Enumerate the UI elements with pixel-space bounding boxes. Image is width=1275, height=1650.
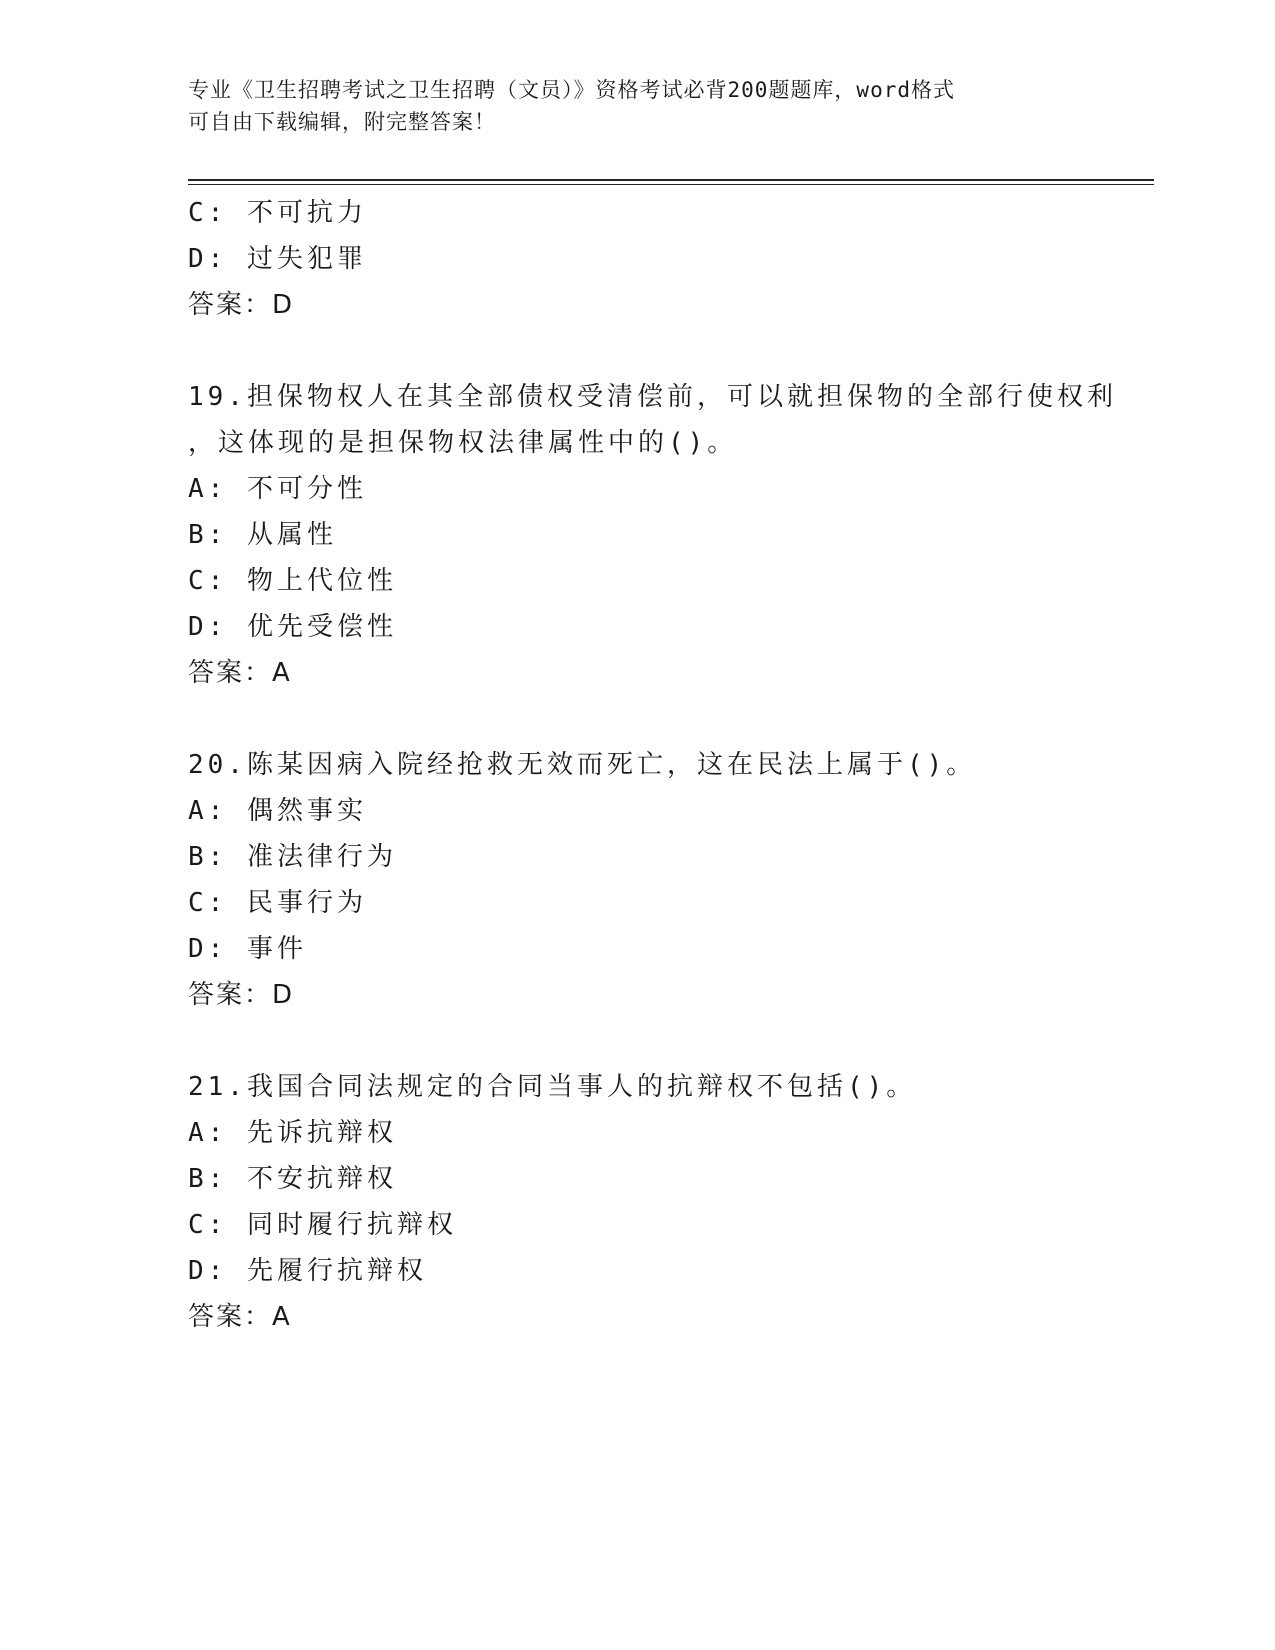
option-d: D: 先履行抗辩权 [188, 1256, 427, 1286]
option-d: D: 过失犯罪 [188, 244, 367, 274]
option-d: D: 优先受偿性 [188, 612, 397, 642]
option-a: A: 先诉抗辩权 [188, 1118, 397, 1148]
question-list [188, 190, 1148, 1340]
option-a: A: 不可分性 [188, 474, 367, 504]
header-line-2: 可自由下载编辑，附完整答案！ [188, 110, 496, 134]
option-d: D: 事件 [188, 934, 307, 964]
option-c: C: 物上代位性 [188, 566, 397, 596]
page-header [188, 74, 1068, 138]
option-b: B: 不安抗辩权 [188, 1164, 397, 1194]
question-stem: 20.陈某因病入院经抢救无效而死亡，这在民法上属于()。 [188, 750, 977, 780]
option-c: C: 不可抗力 [188, 198, 367, 228]
question-21 [188, 1064, 1148, 1340]
spacer [188, 328, 1148, 374]
header-line-1: 专业《卫生招聘考试之卫生招聘（文员）》资格考试必背200题题库，word格式 [188, 78, 955, 102]
question-20 [188, 742, 1148, 1018]
question-19 [188, 374, 1148, 696]
option-b: B: 准法律行为 [188, 842, 397, 872]
answer: 答案：D [188, 290, 295, 320]
header-divider [188, 179, 1154, 185]
answer: 答案：D [188, 980, 295, 1010]
option-c: C: 同时履行抗辩权 [188, 1210, 457, 1240]
spacer [188, 1018, 1148, 1064]
answer: 答案：A [188, 1302, 292, 1332]
option-b: B: 从属性 [188, 520, 337, 550]
question-stem-continued: ，这体现的是担保物权法律属性中的()。 [188, 428, 738, 458]
option-c: C: 民事行为 [188, 888, 367, 918]
option-a: A: 偶然事实 [188, 796, 367, 826]
question-stem: 19.担保物权人在其全部债权受清偿前，可以就担保物的全部行使权利 [188, 382, 1117, 412]
question-18-tail [188, 190, 1148, 328]
answer: 答案：A [188, 658, 292, 688]
spacer [188, 696, 1148, 742]
question-stem: 21.我国合同法规定的合同当事人的抗辩权不包括()。 [188, 1072, 917, 1102]
